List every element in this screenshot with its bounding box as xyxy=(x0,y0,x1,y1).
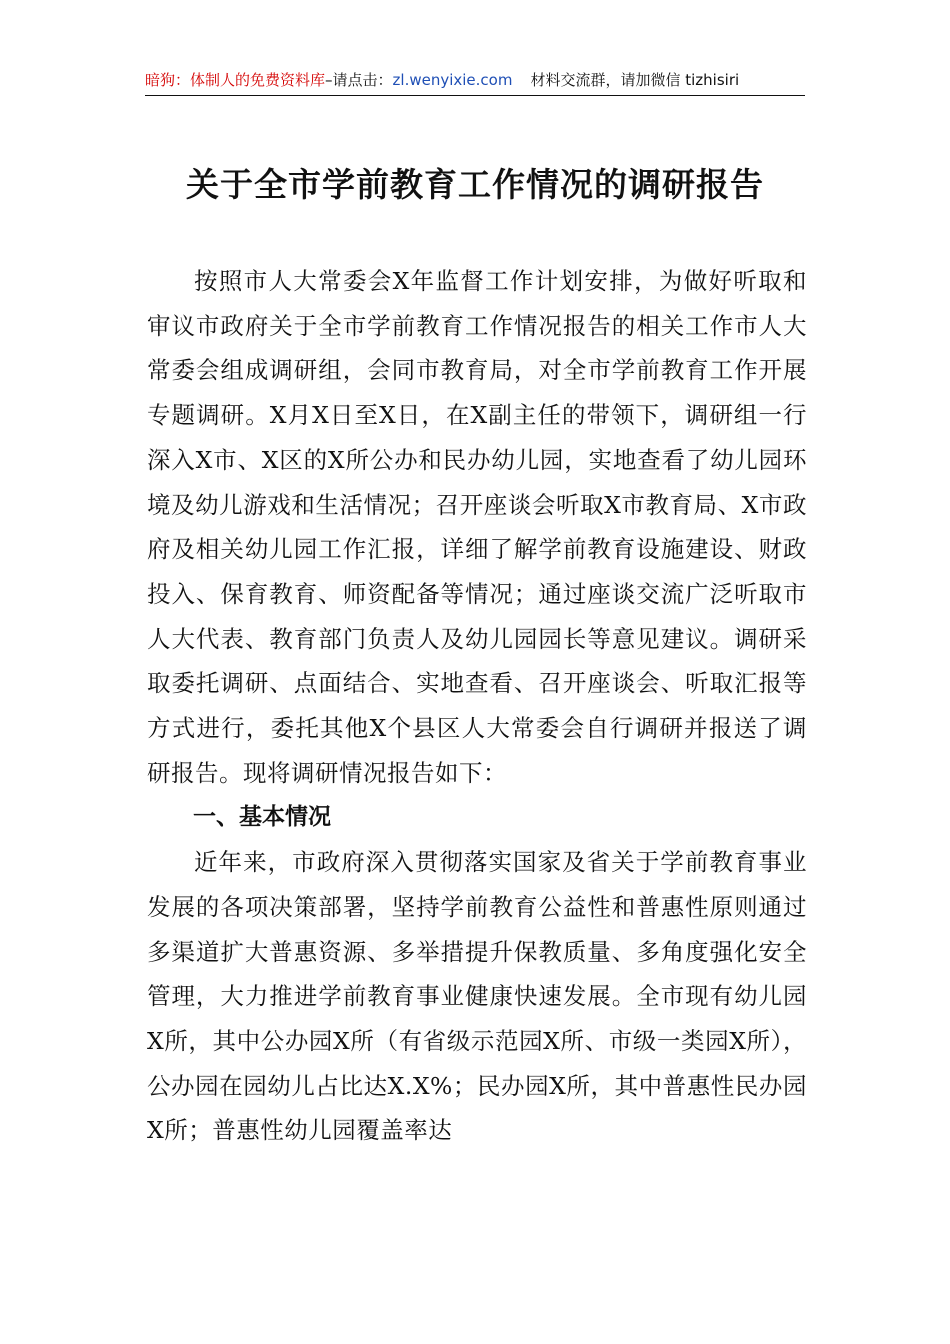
document-title: 关于全市学前教育工作情况的调研报告 xyxy=(186,165,764,204)
intro-paragraph: 按照市人大常委会X年监督工作计划安排，为做好听取和审议市政府关于全市学前教育工作情况报告的相关工作市人大常委会组成调研组，会同市教育局，对全市学前教育工作开展专题调研。X月X日至X日，在X副主任的带领下，调研组一行深入X市、X区的X所公办和民办幼儿园，实地查看了幼儿园环境及幼儿游戏和生活情况；召开座谈会听取X市教育局、X市政府及相关幼儿园工作汇报，详细了解学前教育设施建设、财政投入、保育教育、师资配备等情况；通过座谈交流广泛听取市人大代表、教育部门负责人及幼儿园园长等意见建议。调研采取委托调研、点面结合、实地查看、召开座谈会、听取汇报等方式进行，委托其他X个县区人大常委会自行调研并报送了调研报告。现将调研情况报告如下： xyxy=(147,267,807,787)
header-divider xyxy=(145,95,805,96)
document-body xyxy=(147,259,807,1153)
section-heading: 一、基本情况 xyxy=(193,804,331,831)
site-link[interactable]: zl.wenyixie.com xyxy=(392,71,513,89)
section-paragraph: 近年来，市政府深入贯彻落实国家及省关于学前教育事业发展的各项决策部署，坚持学前教育公益性和普惠性原则通过多渠道扩大普惠资源、多举措提升保教质量、多角度强化安全管理，大力推进学前教育事业健康快速发展。全市现有幼儿园X所，其中公办园X所（有省级示范园X所、市级一类园X所），公办园在园幼儿占比达X.X%；民办园X所，其中普惠性民办园X所；普惠性幼儿园覆盖率达 xyxy=(147,848,807,1145)
click-prefix: –请点击： xyxy=(325,71,393,89)
wechat-note: 材料交流群，请加微信 tizhisiri xyxy=(530,71,740,89)
page-header xyxy=(145,68,805,92)
brand-text: 暗狗：体制人的免费资料库 xyxy=(145,71,326,89)
